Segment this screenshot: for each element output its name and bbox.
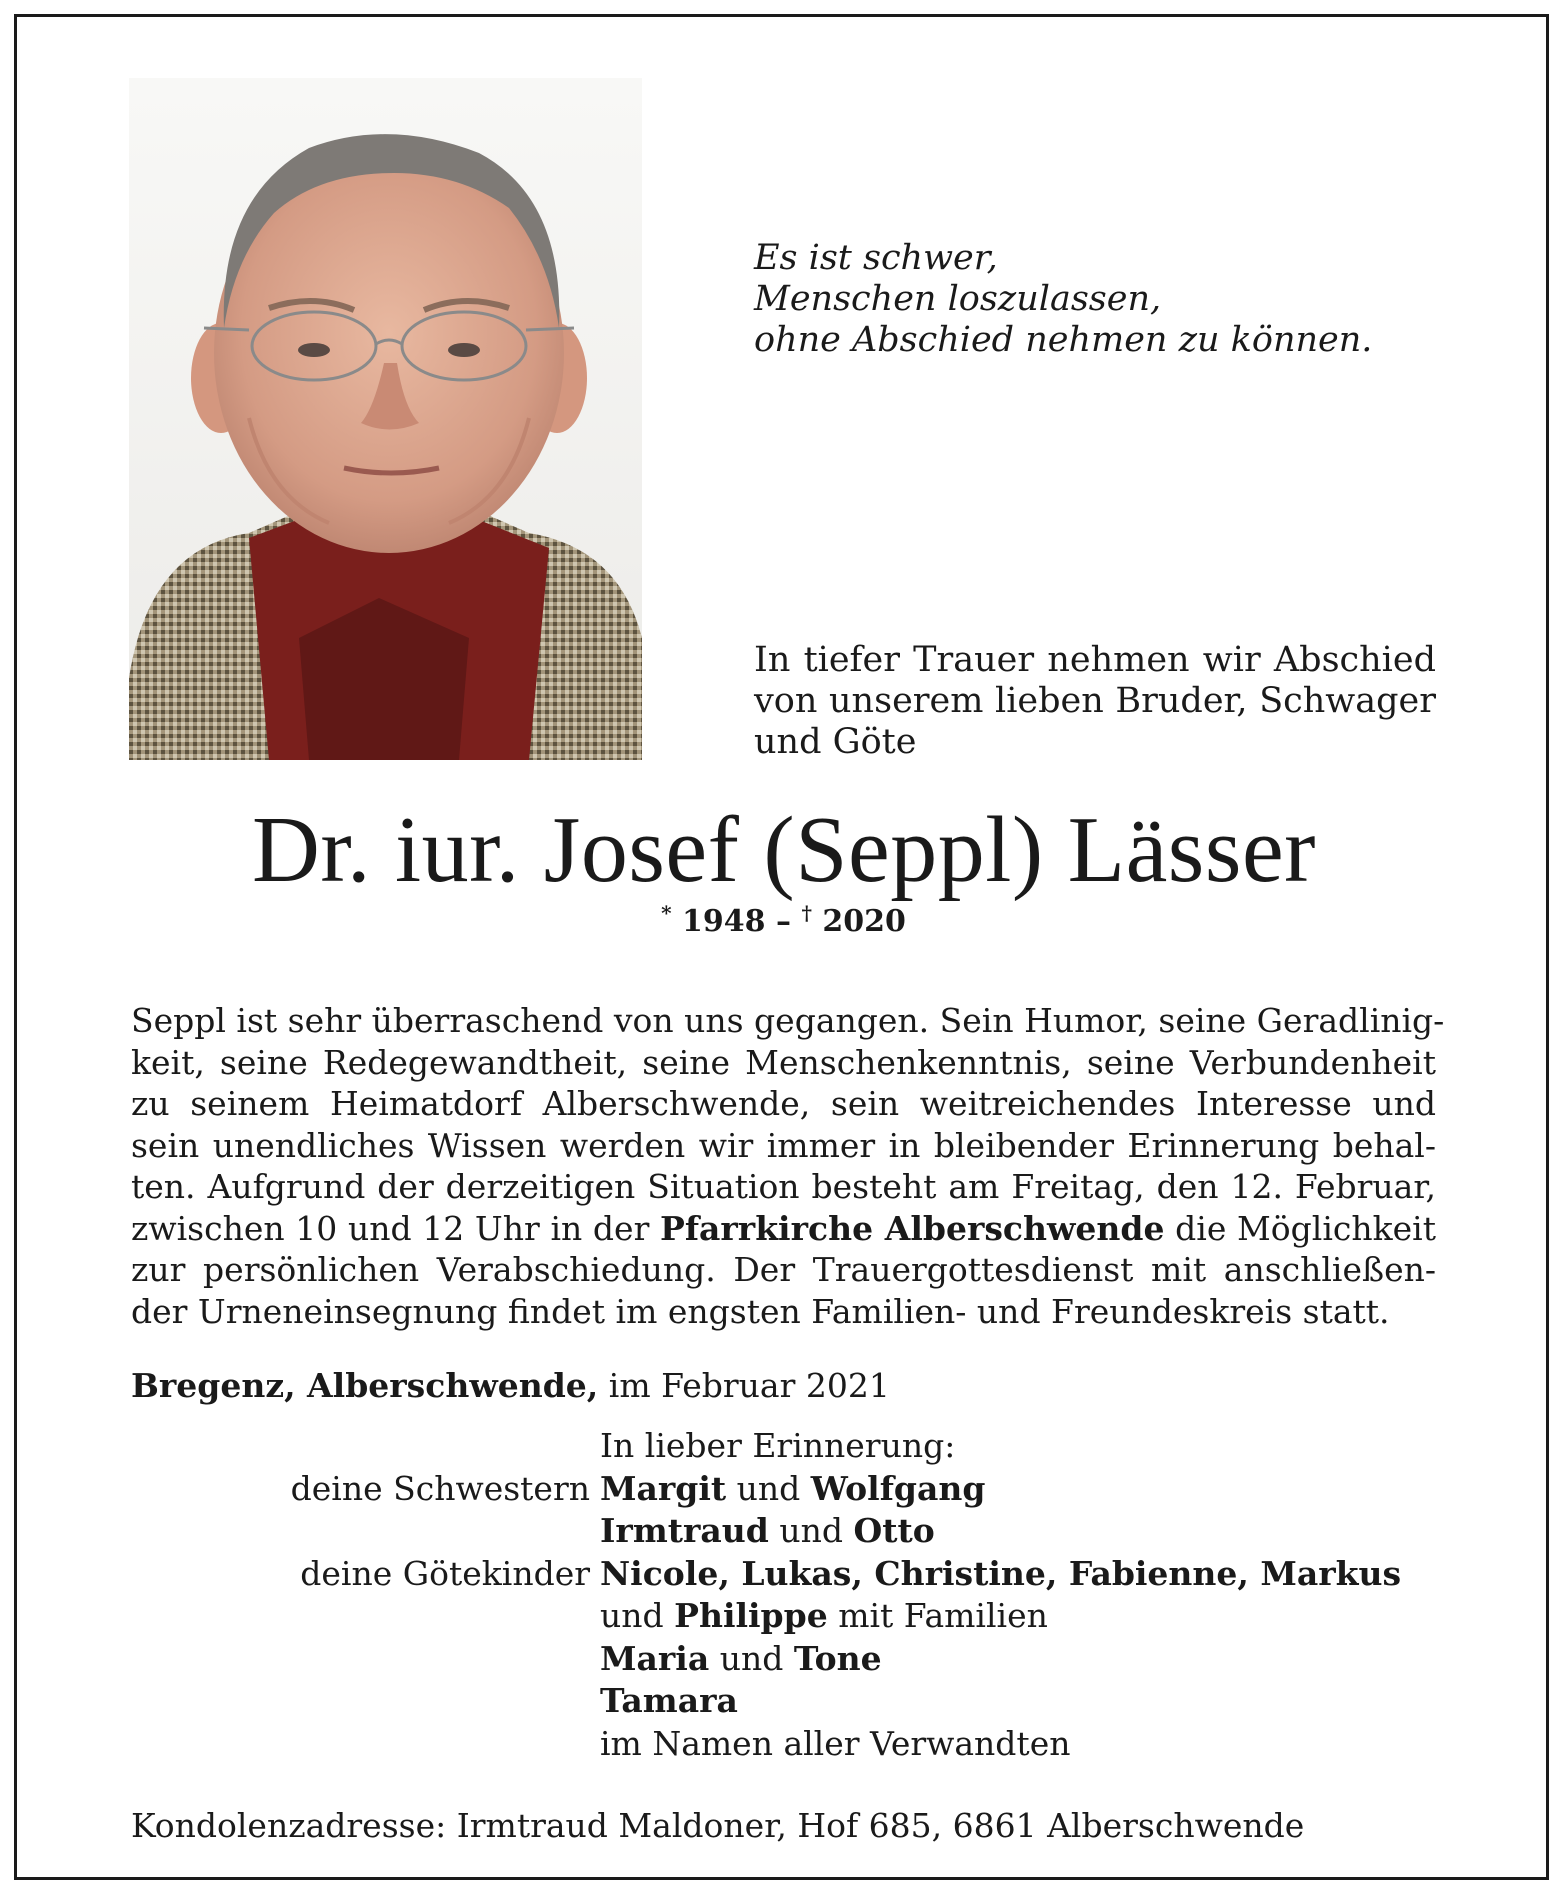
condolence-address: Kondolenzadresse: Irmtraud Maldoner, Hof 685, 6861 Alberschwende xyxy=(131,1806,1305,1845)
conjunction: und xyxy=(719,1638,784,1678)
place-date: im Februar 2021 xyxy=(608,1366,890,1405)
memorial-quote xyxy=(754,238,1372,361)
intro-line-1: In tiefer Trauer nehmen wir Abschied xyxy=(754,640,1436,680)
family-heading: In lieber Erinnerung: xyxy=(600,1426,956,1465)
paragraph-line: keit, seine Redegewandtheit, seine Menschenkenntnis, seine Verbundenheit xyxy=(131,1042,1436,1082)
paragraph-line-church xyxy=(131,1208,1436,1250)
family-row xyxy=(0,1595,1567,1638)
intro-line-2: von unserem lieben Bruder, Schwager xyxy=(754,681,1436,721)
quote-line-3: ohne Abschied nehmen zu können. xyxy=(754,320,1373,360)
family-row xyxy=(0,1553,1567,1596)
life-dates xyxy=(0,893,1567,942)
death-symbol: † xyxy=(801,901,812,925)
family-name: Maria xyxy=(600,1638,710,1678)
family-row xyxy=(0,1680,1567,1723)
paragraph-line: sein unendliches Wissen werden wir immer in bleibender Erinnerung behal- xyxy=(131,1125,1436,1165)
paragraph-line: der Urneneinsegnung findet im engsten Familien- und Freundeskreis statt. xyxy=(131,1291,1390,1331)
family-name: Wolfgang xyxy=(810,1468,986,1508)
intro-line-3: und Göte xyxy=(754,722,917,762)
godchildren-label: deine Götekinder xyxy=(300,1553,590,1593)
church-line-pre: zwischen 10 und 12 Uhr in der xyxy=(131,1208,650,1248)
church-name: Pfarrkirche Alberschwende xyxy=(660,1208,1165,1248)
place-names: Bregenz, Alberschwende, xyxy=(131,1366,599,1405)
date-dash: – xyxy=(776,904,791,939)
family-row xyxy=(0,1638,1567,1681)
birth-symbol: * xyxy=(661,901,672,925)
family-row xyxy=(0,1425,1567,1468)
intro-text xyxy=(754,640,1436,763)
family-name: Tone xyxy=(793,1638,882,1678)
family-name: Otto xyxy=(853,1511,935,1550)
sisters-label: deine Schwestern xyxy=(290,1468,590,1508)
paragraph-line: zur persönlichen Verabschiedung. Der Trauergottesdienst mit anschließen- xyxy=(131,1250,1436,1289)
obituary-paragraph xyxy=(131,1000,1445,1332)
family-name: Irmtraud xyxy=(600,1511,769,1550)
deceased-name: Dr. iur. Josef (Seppl) Lässer xyxy=(252,798,1316,902)
family-row xyxy=(0,1468,1567,1511)
family-name: Tamara xyxy=(600,1681,738,1720)
family-row xyxy=(0,1510,1567,1553)
conjunction: und xyxy=(736,1468,801,1508)
family-list xyxy=(0,1425,1567,1765)
portrait-photo xyxy=(129,78,642,760)
godchildren-names: Nicole, Lukas, Christine, Fabienne, Markus xyxy=(600,1553,1402,1593)
portrait-illustration xyxy=(129,78,642,760)
quote-line-1: Es ist schwer, xyxy=(754,238,998,278)
church-line-post: die Möglichkeit xyxy=(1175,1208,1436,1248)
family-row xyxy=(0,1723,1567,1766)
quote-line-2: Menschen loszulassen, xyxy=(754,279,1162,319)
paragraph-line: Seppl ist sehr überraschend von uns gegangen. Sein Humor, seine Geradlinig- xyxy=(131,1001,1445,1040)
paragraph-line: zu seinem Heimatdorf Alberschwende, sein weitreichendes Interesse und xyxy=(131,1084,1436,1123)
conjunction: und xyxy=(600,1596,664,1635)
paragraph-line: ten. Aufgrund der derzeitigen Situation besteht am Freitag, den 12. Februar, xyxy=(131,1167,1436,1206)
family-closing: im Namen aller Verwandten xyxy=(600,1723,1071,1763)
family-name: Margit xyxy=(600,1468,727,1508)
family-name: Philippe xyxy=(674,1596,828,1635)
with-families: mit Familien xyxy=(838,1596,1048,1635)
conjunction: und xyxy=(779,1511,843,1550)
place-date-line xyxy=(131,1365,890,1406)
death-year: 2020 xyxy=(822,904,906,939)
birth-year: 1948 xyxy=(682,904,766,939)
